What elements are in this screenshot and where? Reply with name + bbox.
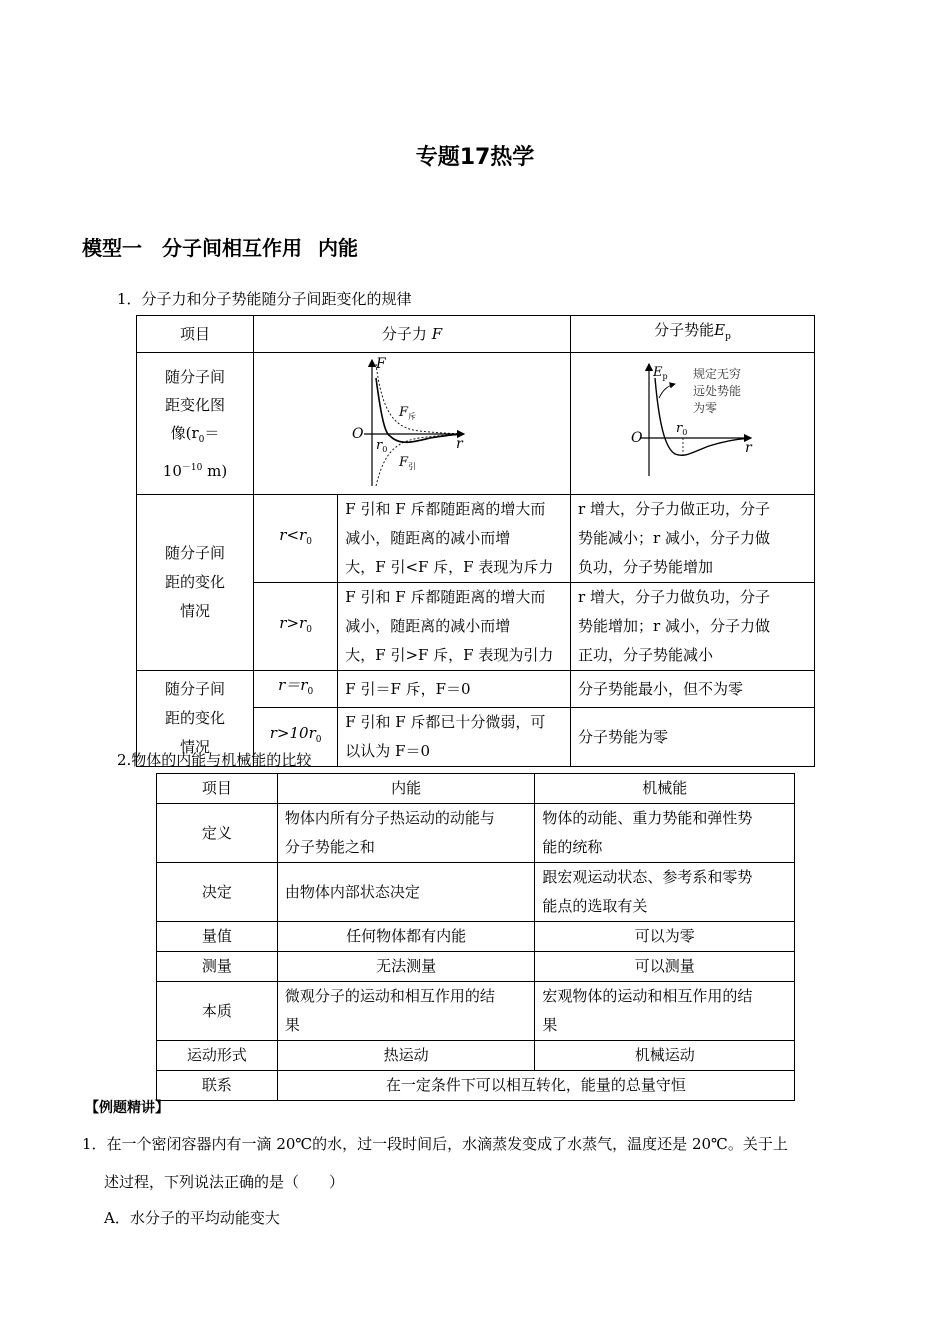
t1-pe-r-less: r 增大，分子力做正功，分子 势能减小；r 减小，分子力做 负功，分子势能增加 — [571, 495, 815, 583]
t2-measure-mechanical: 可以测量 — [535, 952, 795, 982]
pe-note-2: 远处势能 — [693, 383, 742, 398]
question1-option-a: A．水分子的平均动能变大 — [104, 1209, 280, 1227]
t2-essence-internal: 微观分子的运动和相互作用的结 果 — [277, 982, 535, 1041]
t2-definition-mechanical: 物体的动能、重力势能和弹性势 能的统称 — [535, 804, 795, 863]
t2-link-label: 联系 — [157, 1071, 278, 1101]
r0-label: $r_0$ — [376, 437, 388, 454]
attraction-label: $F_引$ — [399, 454, 417, 471]
t1-force-r-greater: F 引和 F 斥都随距离的增大而 减小，随距离的减小而增 大，F 引>F 斥，F 表现为引力 — [338, 583, 571, 671]
t2-determine-label: 决定 — [157, 863, 278, 922]
repulsion-label: $F_斥$ — [399, 404, 417, 421]
t2-determine-mechanical: 跟宏观运动状态、参考系和零势 能点的选取有关 — [535, 863, 795, 922]
t2-value-mechanical: 可以为零 — [535, 922, 795, 952]
t2-header-mechanical: 机械能 — [535, 774, 795, 804]
t1-force-r-less: F 引和 F 斥都随距离的增大而 减小，随距离的减小而增 大，F 引<F 斥，F 表现为斥力 — [338, 495, 571, 583]
t1-force-graph-cell — [254, 353, 571, 495]
t1-cond-r-less: $r<r_0$ — [254, 495, 338, 583]
pe-note-1: 规定无穷 — [693, 366, 742, 381]
model-part1: 分子间相互作用 — [162, 236, 302, 260]
t2-value-internal: 任何物体都有内能 — [277, 922, 535, 952]
net-force-curve — [376, 378, 460, 442]
page-title: 专题17热学 — [415, 145, 535, 170]
origin-pe-label: O — [631, 429, 643, 446]
force-graph — [254, 354, 570, 494]
pe-note-3: 为零 — [693, 400, 718, 415]
question1-line2: 述过程，下列说法正确的是（ ） — [104, 1173, 345, 1191]
t2-header-item: 项目 — [157, 774, 278, 804]
potential-energy-graph — [571, 354, 814, 494]
t1-header-item: 项目 — [137, 316, 254, 353]
model-heading — [82, 232, 358, 261]
t2-essence-label: 本质 — [157, 982, 278, 1041]
t1-cond-r-greater: $r>r_0$ — [254, 583, 338, 671]
energy-compare-table — [156, 773, 795, 1101]
attraction-curve — [376, 434, 460, 486]
section1-heading: 1．分子力和分子势能随分子间距变化的规律 — [117, 290, 412, 308]
origin-label: O — [352, 425, 364, 442]
t1-graph-row-label: 随分子间 距变化图 像($r_0=$ $10^{-10}$ m) — [137, 353, 254, 495]
t1-header-force: 分子力 F — [254, 316, 571, 353]
f-axis-label: F — [376, 355, 386, 372]
t2-essence-mechanical: 宏观物体的运动和相互作用的结 果 — [535, 982, 795, 1041]
t2-motion-mechanical: 机械运动 — [535, 1041, 795, 1071]
r-axis-label: r — [456, 435, 463, 452]
model-part2: 内能 — [318, 236, 358, 260]
example-heading: 【例题精讲】 — [85, 1100, 169, 1116]
t2-motion-label: 运动形式 — [157, 1041, 278, 1071]
force-energy-table — [136, 315, 815, 767]
r-axis-pe-label: r — [745, 439, 752, 456]
t1-force-r-equal: F 引＝F 斥，F＝0 — [338, 671, 571, 708]
t2-determine-internal: 由物体内部状态决定 — [277, 863, 535, 922]
t1-pe-r-far: 分子势能为零 — [571, 708, 815, 767]
t2-measure-internal: 无法测量 — [277, 952, 535, 982]
t2-definition-internal: 物体内所有分子热运动的动能与 分子势能之和 — [277, 804, 535, 863]
ep-axis-label: $E_p$ — [653, 364, 668, 381]
t1-change-label: 随分子间 距的变化 情况 — [137, 495, 254, 671]
t2-definition-label: 定义 — [157, 804, 278, 863]
t2-value-label: 量值 — [157, 922, 278, 952]
t2-measure-label: 测量 — [157, 952, 278, 982]
repulsion-curve — [376, 364, 460, 434]
t1-cond-r-far: $r>10r_0$ — [254, 708, 338, 767]
t1-pe-graph-cell — [571, 353, 815, 495]
t1-force-r-far: F 引和 F 斥都已十分微弱，可 以认为 F＝0 — [338, 708, 571, 767]
question1-line1: 1．在一个密闭容器内有一滴 20℃的水，过一段时间后，水滴蒸发变成了水蒸气，温度还是 20℃。关于上 — [82, 1135, 788, 1153]
t1-header-pe: 分子势能$E_p$ — [571, 316, 815, 353]
section2-heading: 2.物体的内能与机械能的比较 — [117, 751, 312, 769]
model-label: 模型一 — [82, 236, 142, 260]
t2-motion-internal: 热运动 — [277, 1041, 535, 1071]
t1-change-label-2: 随分子间 距的变化 情况 — [137, 671, 254, 767]
note-arrow — [659, 384, 675, 398]
t1-pe-r-equal: 分子势能最小，但不为零 — [571, 671, 815, 708]
t1-pe-r-greater: r 增大，分子力做负功，分子 势能增加；r 减小，分子力做 正功，分子势能减小 — [571, 583, 815, 671]
t1-cond-r-equal: $r=r_0$ — [254, 671, 338, 708]
r0-pe-label: $r_0$ — [676, 420, 688, 437]
t2-link-text: 在一定条件下可以相互转化，能量的总量守恒 — [277, 1071, 794, 1101]
t2-header-internal: 内能 — [277, 774, 535, 804]
